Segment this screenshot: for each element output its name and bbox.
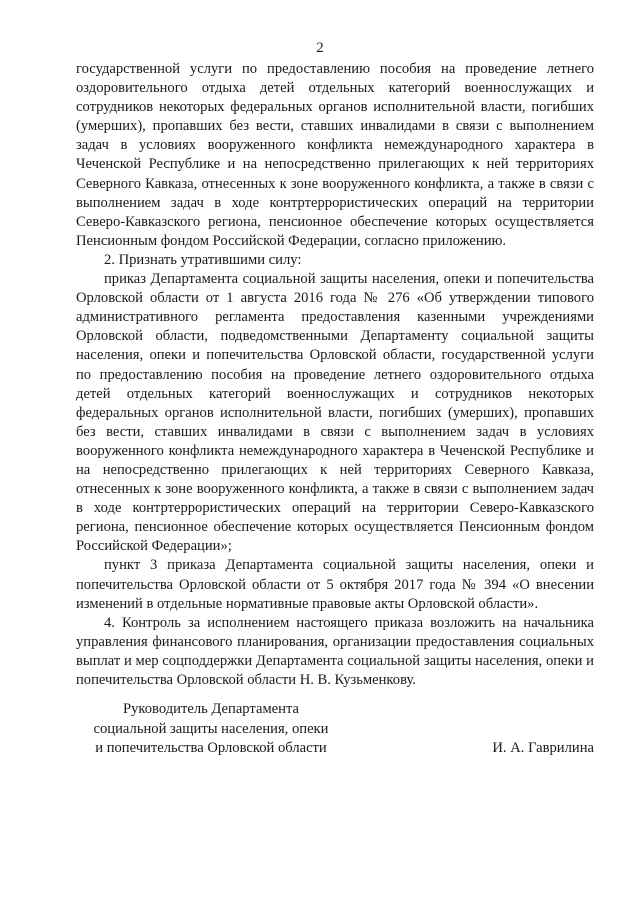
paragraph-point-3: пункт 3 приказа Департамента социальной защиты населения, опеки и попечительства Орловской области от 5 октября 2017 года № 394 «О внесении изменений в отдельные нормативные правовые акты Орловской области». [76, 557, 594, 612]
paragraph-order-2016: приказ Департамента социальной защиты населения, опеки и попечительства Орловской области от 1 августа 2016 года № 276 «Об утверждении типового административного регламента предоставления казенными учреждениями Орловской области, подведомственными Департаменту социальной защиты населения, опеки и попечительства Орловской области, государственной услуги по предоставлению пособия на проведение летнего оздоровительного отдыха детей отдельных категорий военнослужащих и сотрудников некоторых федеральных органов исполнительной власти, погибших (умерших), пропавших без вести, ставших инвалидами в связи с выполнением задач в условиях вооруженного конфликта немеждународного характера в Чеченской Республике и на непосредственно прилегающих к ней территориях Северного Кавказа, отнесенных к зоне вооруженного конфликта, а также в связи с выполнением задач в ходе контртеррористических операций на территории Северо-Кавказского региона, пенсионное обеспечение которых осуществляется Пенсионным фондом Российской Федерации»; [76, 271, 594, 555]
signatory-name: И. А. Гаврилина [492, 740, 594, 756]
signatory-position-line: и попечительства Орловской области [95, 740, 327, 756]
signatory-position-line: Руководитель Департамента [123, 701, 299, 717]
signatory-position-line: социальной защиты населения, опеки [93, 720, 329, 737]
paragraph-item-4: 4. Контроль за исполнением настоящего приказа возложить на начальника управления финансового планирования, организации предоставления социальных выплат и мер соцподдержки Департамента социальной защиты населения, опеки и попечительства Орловской области Н. В. Кузьменкову. [76, 614, 594, 688]
document-body [76, 60, 594, 690]
signatory-position [76, 700, 346, 759]
page-number: 2 [316, 40, 324, 56]
paragraph-item-2: 2. Признать утратившими силу: [104, 251, 302, 268]
signature-block [76, 700, 594, 770]
paragraph-continuation: государственной услуги по предоставлению пособия на проведение летнего оздоровительного отдыха детей отдельных категорий военнослужащих и сотрудников некоторых федеральных органов исполнительной власти, погибших (умерших), пропавших без вести, ставших инвалидами в связи с выполнением задач в условиях вооруженного конфликта немеждународного характера в Чеченской Республике и на непосредственно прилегающих к ней территориях Северного Кавказа, отнесенных к зоне вооруженного конфликта, а также в связи с выполнением задач в ходе контртеррористических операций на территории Северо-Кавказского региона, пенсионное обеспечение которых осуществляется Пенсионным фондом Российской Федерации, согласно приложению. [76, 61, 594, 249]
